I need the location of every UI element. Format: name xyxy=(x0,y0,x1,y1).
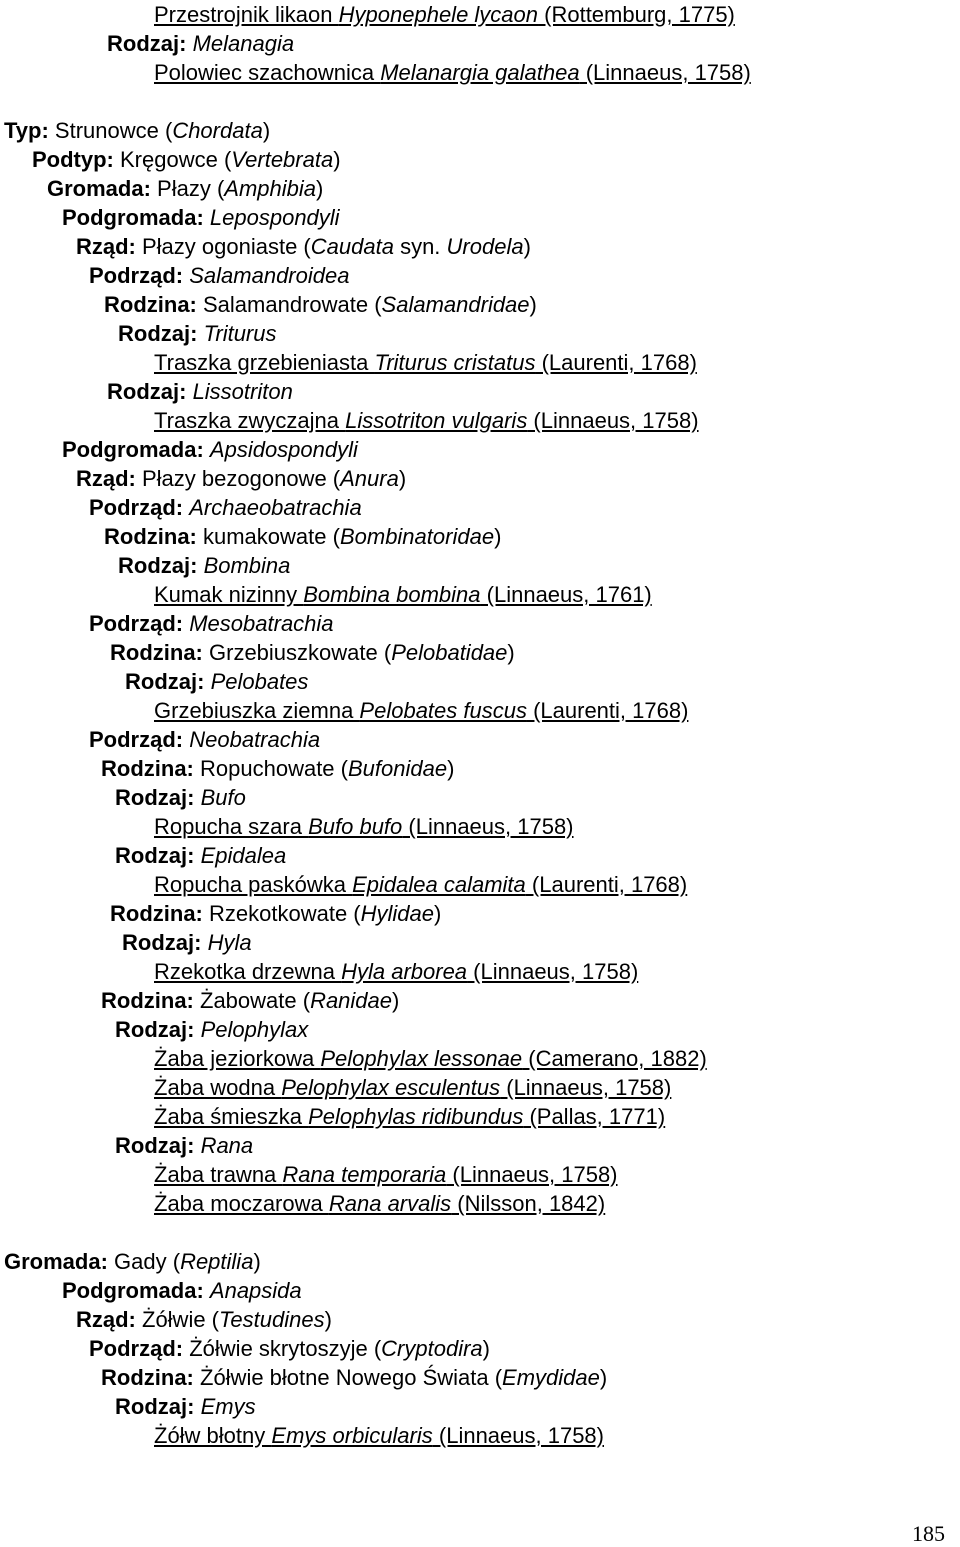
author-citation: (Nilsson, 1842) xyxy=(451,1191,606,1216)
rank-entry xyxy=(76,464,406,493)
taxon-latin-name: Chordata xyxy=(172,118,263,143)
taxon-latin-name: Bombinatoridae xyxy=(339,524,495,549)
rank-label: Podgromada: xyxy=(62,1278,210,1303)
taxon-latin-name: Apsidospondyli xyxy=(209,437,358,462)
species-text xyxy=(154,582,652,607)
taxon-text: ) xyxy=(507,640,515,665)
rank-label: Podrząd: xyxy=(89,263,190,288)
taxon-text: Ropuchowate ( xyxy=(200,756,348,781)
taxon-latin-name: Triturus xyxy=(203,321,277,346)
common-name: Żółw błotny xyxy=(154,1423,272,1448)
taxon-text: Płazy ( xyxy=(157,176,225,201)
taxon-text: ) xyxy=(447,756,455,781)
rank-label: Rząd: xyxy=(76,466,142,491)
rank-label: Podrząd: xyxy=(89,611,190,636)
species-text xyxy=(154,872,687,897)
latin-name: Rana arvalis xyxy=(328,1191,452,1216)
rank-entry xyxy=(115,1131,253,1160)
common-name: Polowiec szachownica xyxy=(154,60,381,85)
author-citation: (Laurenti, 1768) xyxy=(535,350,697,375)
rank-entry xyxy=(115,1392,256,1421)
taxon-text: ) xyxy=(253,1249,261,1274)
latin-name: Triturus cristatus xyxy=(374,350,536,375)
species-text xyxy=(154,408,699,433)
rank-entry xyxy=(32,145,341,174)
taxon-text: ) xyxy=(392,988,400,1013)
species-text xyxy=(154,1162,618,1187)
taxon-text: Płazy ogoniaste ( xyxy=(142,234,311,259)
species-entry xyxy=(154,812,574,841)
taxon-latin-name: Pelophylax xyxy=(200,1017,309,1042)
species-text xyxy=(154,1191,605,1216)
species-text xyxy=(154,1104,665,1129)
rank-label: Podgromada: xyxy=(62,437,210,462)
rank-label: Podgromada: xyxy=(62,205,210,230)
common-name: Żaba moczarowa xyxy=(154,1191,329,1216)
rank-label: Rodzina: xyxy=(104,524,203,549)
taxon-text: Gady ( xyxy=(114,1249,181,1274)
rank-entry xyxy=(104,290,537,319)
rank-entry xyxy=(89,1334,490,1363)
taxon-latin-name: Bufo xyxy=(200,785,246,810)
taxon-text: ) xyxy=(324,1307,332,1332)
species-text xyxy=(154,1075,671,1100)
taxon-latin-name: Emys xyxy=(200,1394,256,1419)
rank-label: Rodzaj: xyxy=(118,321,204,346)
rank-label: Rodzina: xyxy=(101,988,200,1013)
rank-entry xyxy=(62,203,340,232)
taxon-latin-name: Ranidae xyxy=(310,988,393,1013)
species-text xyxy=(154,814,574,839)
taxon-latin-name: Urodela xyxy=(446,234,524,259)
rank-entry xyxy=(89,725,320,754)
rank-entry xyxy=(118,551,290,580)
taxon-text: Żabowate ( xyxy=(200,988,311,1013)
species-entry xyxy=(154,1102,665,1131)
species-entry xyxy=(154,1189,605,1218)
taxon-text: ) xyxy=(529,292,537,317)
taxon-latin-name: Testudines xyxy=(219,1307,325,1332)
rank-label: Rodzaj: xyxy=(115,1133,201,1158)
taxon-latin-name: Cryptodira xyxy=(381,1336,483,1361)
rank-label: Gromada: xyxy=(47,176,158,201)
author-citation: (Pallas, 1771) xyxy=(523,1104,666,1129)
rank-label: Typ: xyxy=(4,118,55,143)
latin-name: Epidalea calamita xyxy=(352,872,526,897)
taxon-text: ) xyxy=(398,466,407,491)
latin-name: Emys orbicularis xyxy=(271,1423,433,1448)
taxon-latin-name: Salamandroidea xyxy=(189,263,350,288)
common-name: Żaba wodna xyxy=(154,1075,282,1100)
latin-name: Pelophylax esculentus xyxy=(281,1075,501,1100)
taxon-latin-name: Amphibia xyxy=(224,176,316,201)
rank-label: Gromada: xyxy=(4,1249,115,1274)
taxon-text: ) xyxy=(523,234,531,259)
taxon-latin-name: Anura xyxy=(340,466,399,491)
author-citation: (Linnaeus, 1758) xyxy=(402,814,574,839)
rank-label: Rodzina: xyxy=(104,292,203,317)
species-text xyxy=(154,1046,707,1071)
latin-name: Rana temporaria xyxy=(282,1162,447,1187)
rank-entry xyxy=(118,319,277,348)
rank-label: Rodzina: xyxy=(110,901,209,926)
latin-name: Bombina bombina xyxy=(303,582,481,607)
taxon-latin-name: Hyla xyxy=(207,930,252,955)
taxon-latin-name: Mesobatrachia xyxy=(189,611,334,636)
taxon-latin-name: Epidalea xyxy=(200,843,287,868)
rank-entry xyxy=(62,435,358,464)
common-name: Żaba trawna xyxy=(154,1162,283,1187)
taxon-latin-name: Neobatrachia xyxy=(189,727,321,752)
rank-entry xyxy=(115,841,286,870)
species-entry xyxy=(154,1044,707,1073)
taxon-latin-name: Caudata xyxy=(310,234,394,259)
species-text xyxy=(154,350,697,375)
rank-entry xyxy=(76,1305,332,1334)
latin-name: Hyla arborea xyxy=(341,959,468,984)
taxon-text: Żółwie błotne Nowego Świata ( xyxy=(200,1365,503,1390)
taxon-latin-name: Hylidae xyxy=(360,901,434,926)
taxon-latin-name: Bufonidae xyxy=(347,756,448,781)
author-citation: (Linnaeus, 1758) xyxy=(446,1162,618,1187)
species-entry xyxy=(154,870,687,899)
rank-label: Podrząd: xyxy=(89,495,190,520)
author-citation: (Laurenti, 1768) xyxy=(525,872,688,897)
taxon-latin-name: Melanagia xyxy=(192,31,295,56)
taxon-text: ) xyxy=(599,1365,608,1390)
taxon-text: Żółwie skrytoszyje ( xyxy=(189,1336,382,1361)
latin-name: Pelobates fuscus xyxy=(359,698,527,723)
species-entry xyxy=(154,58,751,87)
common-name: Traszka zwyczajna xyxy=(154,408,346,433)
rank-entry xyxy=(76,232,531,261)
author-citation: (Rottemburg, 1775) xyxy=(538,2,735,27)
common-name: Żaba śmieszka xyxy=(154,1104,309,1129)
species-entry xyxy=(154,1160,618,1189)
latin-name: Lissotriton vulgaris xyxy=(345,408,528,433)
taxon-latin-name: Lissotriton xyxy=(192,379,293,404)
rank-entry xyxy=(4,1247,261,1276)
taxon-text: Rzekotkowate ( xyxy=(209,901,361,926)
taxon-latin-name: Rana xyxy=(200,1133,254,1158)
taxon-latin-name: Vertebrata xyxy=(231,147,334,172)
rank-entry xyxy=(107,29,294,58)
latin-name: Bufo bufo xyxy=(308,814,403,839)
rank-label: Rodzaj: xyxy=(115,785,201,810)
rank-label: Podtyp: xyxy=(32,147,120,172)
species-entry xyxy=(154,348,697,377)
taxon-latin-name: Archaeobatrachia xyxy=(189,495,362,520)
species-entry xyxy=(154,696,688,725)
taxon-text: syn. xyxy=(393,234,447,259)
common-name: Rzekotka drzewna xyxy=(154,959,342,984)
common-name: Ropucha paskówka xyxy=(154,872,353,897)
common-name: Żaba jeziorkowa xyxy=(154,1046,321,1071)
taxon-text: ) xyxy=(316,176,324,201)
rank-entry xyxy=(89,609,334,638)
rank-label: Podrząd: xyxy=(89,1336,190,1361)
rank-entry xyxy=(110,899,441,928)
rank-entry xyxy=(4,116,270,145)
rank-label: Rodzaj: xyxy=(122,930,208,955)
rank-label: Rodzaj: xyxy=(118,553,204,578)
taxon-latin-name: Pelobates xyxy=(210,669,309,694)
species-entry xyxy=(154,957,638,986)
rank-label: Rodzaj: xyxy=(115,843,201,868)
species-entry xyxy=(154,1073,671,1102)
common-name: Przestrojnik likaon xyxy=(154,2,339,27)
taxon-text: Kręgowce ( xyxy=(120,147,232,172)
rank-entry xyxy=(115,1015,308,1044)
rank-label: Rodzaj: xyxy=(125,669,211,694)
common-name: Traszka grzebieniasta xyxy=(154,350,375,375)
rank-label: Rodzina: xyxy=(101,756,200,781)
rank-entry xyxy=(62,1276,302,1305)
author-citation: (Linnaeus, 1758) xyxy=(432,1423,604,1448)
species-text xyxy=(154,698,688,723)
rank-label: Podrząd: xyxy=(89,727,190,752)
taxon-text: kumakowate ( xyxy=(203,524,340,549)
taxon-latin-name: Anapsida xyxy=(209,1278,302,1303)
taxon-text: Strunowce ( xyxy=(54,118,173,143)
taxon-latin-name: Reptilia xyxy=(180,1249,254,1274)
taxon-latin-name: Pelobatidae xyxy=(391,640,508,665)
rank-entry xyxy=(101,754,454,783)
rank-entry xyxy=(89,493,362,522)
rank-entry xyxy=(107,377,293,406)
rank-label: Rodzina: xyxy=(101,1365,200,1390)
taxon-text: ) xyxy=(333,147,341,172)
rank-label: Rząd: xyxy=(76,234,142,259)
rank-label: Rodzaj: xyxy=(115,1017,201,1042)
taxon-text: ) xyxy=(494,524,502,549)
species-text xyxy=(154,60,751,85)
rank-label: Rodzaj: xyxy=(107,379,193,404)
taxon-latin-name: Bombina xyxy=(203,553,291,578)
rank-entry xyxy=(115,783,246,812)
latin-name: Pelophylax lessonae xyxy=(320,1046,523,1071)
rank-entry xyxy=(47,174,323,203)
author-citation: (Laurenti, 1768) xyxy=(526,698,689,723)
taxon-latin-name: Emydidae xyxy=(502,1365,600,1390)
author-citation: (Linnaeus, 1758) xyxy=(527,408,699,433)
latin-name: Pelophylas ridibundus xyxy=(308,1104,524,1129)
rank-entry xyxy=(122,928,252,957)
species-text xyxy=(154,1423,604,1448)
taxon-text: Grzebiuszkowate ( xyxy=(209,640,392,665)
common-name: Ropucha szara xyxy=(154,814,309,839)
rank-label: Rodzaj: xyxy=(107,31,193,56)
taxon-latin-name: Salamandridae xyxy=(381,292,530,317)
rank-label: Rodzina: xyxy=(110,640,209,665)
rank-entry xyxy=(89,261,349,290)
author-citation: (Camerano, 1882) xyxy=(522,1046,707,1071)
common-name: Grzebiuszka ziemna xyxy=(154,698,360,723)
latin-name: Hyponephele lycaon xyxy=(338,2,539,27)
rank-label: Rząd: xyxy=(76,1307,142,1332)
taxon-text: ) xyxy=(262,118,271,143)
species-entry xyxy=(154,580,652,609)
rank-label: Rodzaj: xyxy=(115,1394,201,1419)
author-citation: (Linnaeus, 1761) xyxy=(480,582,652,607)
latin-name: Melanargia galathea xyxy=(380,60,580,85)
author-citation: (Linnaeus, 1758) xyxy=(467,959,639,984)
species-entry xyxy=(154,406,699,435)
rank-entry xyxy=(101,986,399,1015)
rank-entry xyxy=(110,638,515,667)
taxon-text: Żółwie ( xyxy=(142,1307,220,1332)
page-number: 185 xyxy=(912,1521,945,1546)
species-entry xyxy=(154,0,735,29)
common-name: Kumak nizinny xyxy=(154,582,304,607)
species-entry xyxy=(154,1421,604,1450)
taxon-text: ) xyxy=(482,1336,490,1361)
rank-entry xyxy=(104,522,501,551)
taxon-latin-name: Lepospondyli xyxy=(209,205,340,230)
taxon-text: Płazy bezogonowe ( xyxy=(142,466,341,491)
rank-entry xyxy=(125,667,308,696)
author-citation: (Linnaeus, 1758) xyxy=(579,60,751,85)
author-citation: (Linnaeus, 1758) xyxy=(500,1075,672,1100)
taxon-text: ) xyxy=(434,901,442,926)
rank-entry xyxy=(101,1363,607,1392)
species-text xyxy=(154,2,735,27)
species-text xyxy=(154,959,638,984)
taxon-text: Salamandrowate ( xyxy=(203,292,382,317)
